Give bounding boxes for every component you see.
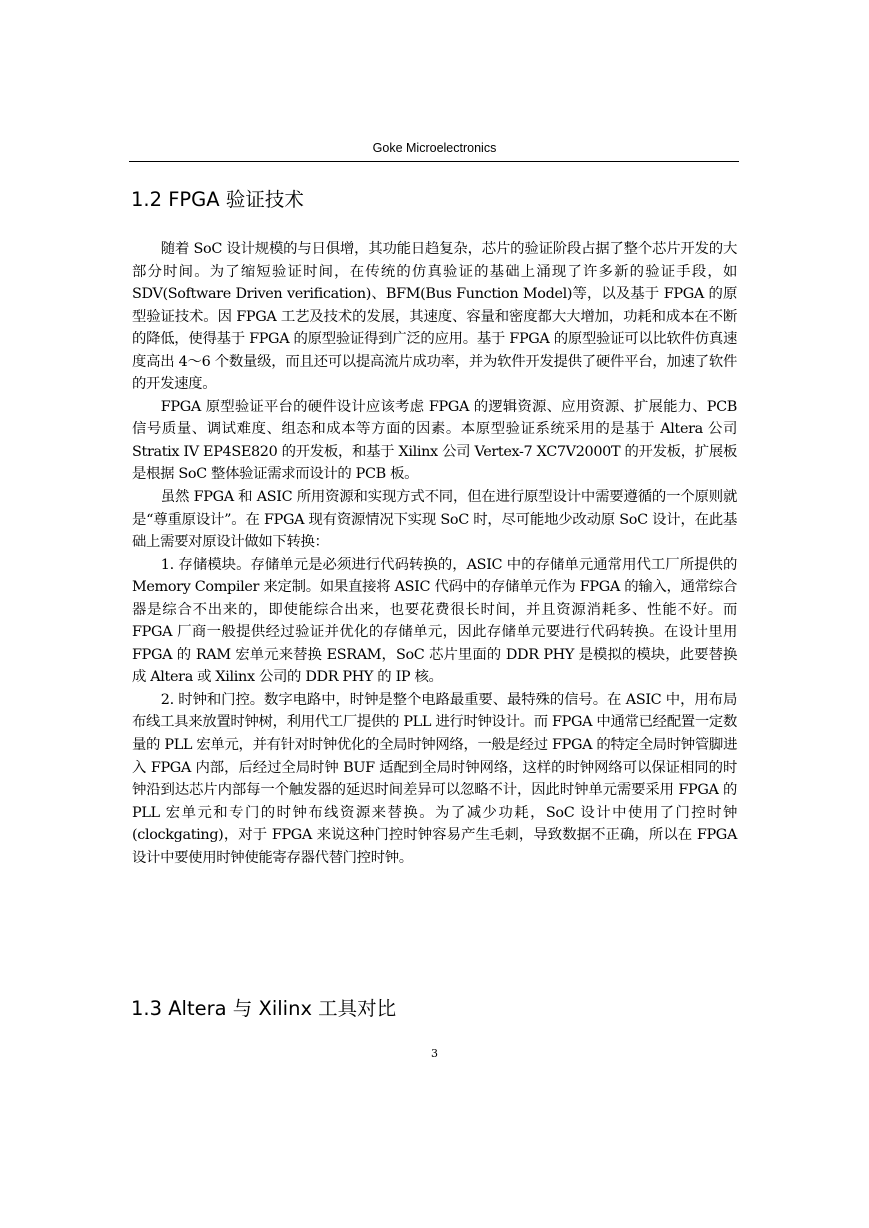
paragraph: 随着 SoC 设计规模的与日俱增，其功能日趋复杂，芯片的验证阶段占据了整个芯片开发的大部分时间。为了缩短验证时间，在传统的仿真验证的基础上涌现了许多新的验证手段，如 SDV(Software Driven verification)、BFM(Bus Function Model)等，以及基于 FPGA 的原型验证技术。因 FPGA 工艺及技术的发展，其速度、容量和密度都大大增加，功耗和成本在不断的降低，使得基于 FPGA 的原型验证得到广泛的应用。基于 FPGA 的原型验证可以比软件仿真速度高出 4～6 个数量级，而且还可以提高流片成功率，并为软件开发提供了硬件平台，加速了软件的开发速度。 — [132, 241, 737, 393]
paragraph: FPGA 原型验证平台的硬件设计应该考虑 FPGA 的逻辑资源、应用资源、扩展能力、PCB 信号质量、调试难度、组态和成本等方面的因素。本原型验证系统采用的是基于 Altera 公司 Stratix IV EP4SE820 的开发板，和基于 Xilinx 公司 Vertex-7 XC7V2000T 的开发板，扩展板是根据 SoC 整体验证需求而设计的 PCB 板。 — [132, 398, 737, 483]
header-rule — [129, 161, 739, 162]
list-item-clock-gating: 2. 时钟和门控。数字电路中，时钟是整个电路最重要、最特殊的信号。在 ASIC 中，用布局布线工具来放置时钟树，利用代工厂提供的 PLL 进行时钟设计。而 FPGA 中通常已经配置一定数量的 PLL 宏单元，并有针对时钟优化的全局时钟网络，一般是经过 FPGA 的特定全局时钟管脚进入 FPGA 内部，后经过全局时钟 BUF 适配到全局时钟网络，这样的时钟网络可以保证相同的时钟沿到达芯片内部每一个触发器的延迟时间差异可以忽略不计，因此时钟单元需要采用 FPGA 的 PLL 宏单元和专门的时钟布线资源来替换。为了减少功耗，SoC 设计中使用了门控时钟(clockgating)，对于 FPGA 来说这种门控时钟容易产生毛刺，导致数据不正确，所以在 FPGA 设计中要使用时钟使能寄存器代替门控时钟。 — [132, 691, 737, 866]
list-item-storage-module: 1. 存储模块。存储单元是必须进行代码转换的，ASIC 中的存储单元通常用代工厂所提供的 Memory Compiler 来定制。如果直接将 ASIC 代码中的存储单元作为 FPGA 的输入，通常综合器是综合不出来的，即使能综合出来，也要花费很长时间，并且资源消耗多、性能不好。而 FPGA 厂商一般提供经过验证并优化的存储单元，因此存储单元要进行代码转换。在设计里用 FPGA 的 RAM 宏单元来替换 ESRAM，SoC 芯片里面的 DDR PHY 是模拟的模块，此要替换成 Altera 或 Xilinx 公司的 DDR PHY 的 IP 核。 — [132, 556, 737, 686]
page-number: 3 — [431, 1047, 438, 1060]
running-header: Goke Microelectronics — [372, 141, 497, 155]
section-heading-1-2: 1.2 FPGA 验证技术 — [131, 188, 304, 211]
section-body — [132, 238, 737, 869]
section-heading-1-3: 1.3 Altera 与 Xilinx 工具对比 — [131, 997, 397, 1020]
paragraph: 虽然 FPGA 和 ASIC 所用资源和实现方式不同，但在进行原型设计中需要遵循的一个原则就是“尊重原设计”。在 FPGA 现有资源情况下实现 SoC 时，尽可能地少改动原 SoC 设计，在此基础上需要对原设计做如下转换： — [132, 489, 737, 551]
